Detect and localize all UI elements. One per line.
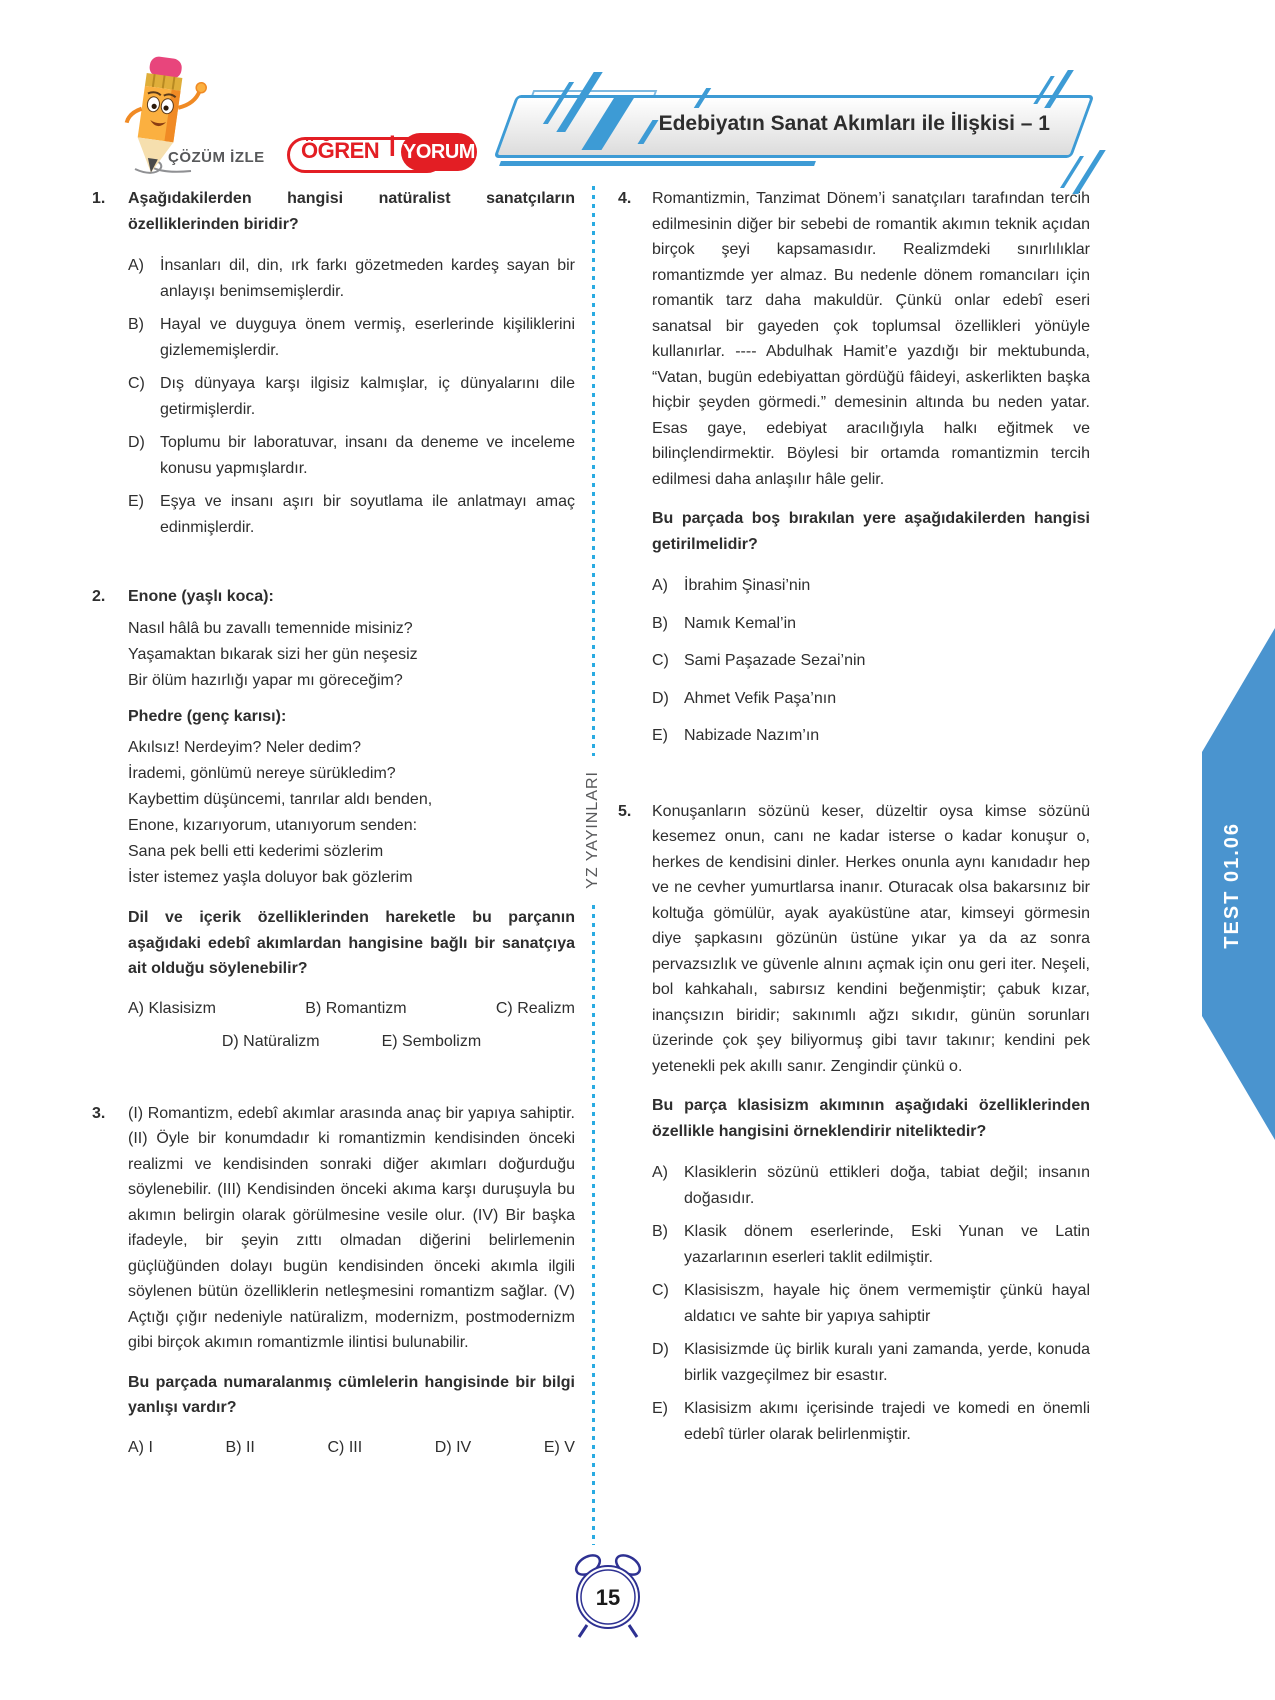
options-list xyxy=(652,1160,1090,1447)
option-d: D) Natüralizm xyxy=(221,1033,320,1050)
option-text: Ahmet Vefik Paşa’nın xyxy=(684,689,837,707)
left-column xyxy=(92,186,575,1460)
option-e: E) Sembolizm xyxy=(381,1033,482,1050)
option-text: Klasisizmde üç birlik kuralı yani zamanda, yerde, konuda birlik vazgeçilmez bir esastır. xyxy=(684,1341,1090,1384)
option-letter: C) xyxy=(652,652,669,669)
option-text: Dış dünyaya karşı ilgisiz kalmışlar, iç dünyalarını dile getirmişlerdir. xyxy=(160,375,575,418)
question-passage: Konuşanların sözünü keser, düzeltir oysa kimse sözünü kesemez onun, canı ne kadar isterse o kadar konuşur o, herkes de kendisini dinler. Herkes onunla aynı kanıdadır hep ve ne cevher yumurtlarsa inanır. Oturacak olsa bakarsınız bir koltuğa gömülür, ayak ayaküstüne atar, kimseyi görmesin diye şapkasını gözünün üstüne yıkar ya da az sonra pervazsızlık ve güvenle alnını açmak için onu geri iter. Neşeli, bol kahkahalı, sabırsız kendini beğenmiştir; çabuk kızar, inançsızın biridir; sakınımlı ağzı sıkıdır, günün sorunları üzerinde çok şey biliyormuş gibi tavır takınır; kendini pek yetenekli pek akıllı sanır. Zengindir çünkü o. xyxy=(652,802,1090,1075)
verse-block xyxy=(128,616,575,694)
question-stem: Dil ve içerik özelliklerinden hareketle bu parçanın aşağıdaki edebî akımlardan hangisine bağlı bir sanatçıya ait olduğu söylenebilir? xyxy=(128,909,575,977)
question-number: 5. xyxy=(618,802,632,820)
speaker-heading: Phedre (genç karısı): xyxy=(128,707,287,725)
option-letter: D) xyxy=(652,1341,669,1358)
question-stem: Aşağıdakilerden hangisi natüralist sanatçıların özelliklerinden biridir? xyxy=(128,190,575,233)
logo-text-ogren: ÖĞREN xyxy=(301,138,380,163)
option-letter: A) xyxy=(652,1164,668,1181)
question-1 xyxy=(92,186,575,540)
option-d xyxy=(128,430,575,481)
option-e xyxy=(652,1396,1090,1447)
options-row xyxy=(128,996,575,1022)
verse-line: Kaybettim düşüncemi, tanrılar aldı benden, xyxy=(128,791,433,808)
option-c xyxy=(128,371,575,422)
option-text: Klasiklerin sözünü ettikleri doğa, tabiat değil; insanın doğasıdır. xyxy=(684,1164,1090,1207)
option-text: İbrahim Şinasi’nin xyxy=(684,577,811,594)
verse-line: Yaşamaktan bıkarak sizi her gün neşesiz xyxy=(128,645,418,663)
option-a xyxy=(652,1160,1090,1211)
column-divider xyxy=(592,186,595,756)
option-text: Eşya ve insanı aşırı bir soyutlama ile anlatmayı amaç edinmişlerdir. xyxy=(160,493,575,536)
question-3 xyxy=(92,1101,575,1461)
option-letter: D) xyxy=(128,434,145,451)
question-4 xyxy=(618,186,1090,749)
alarm-clock-icon xyxy=(558,1545,658,1645)
option-a: A) I xyxy=(128,1438,153,1456)
option-text: Hayal ve duyguya önem vermiş, eserlerinde kişiliklerini gizlememişlerdir. xyxy=(160,316,575,359)
option-letter: C) xyxy=(128,375,145,392)
option-e xyxy=(128,489,575,540)
column-divider xyxy=(592,905,595,1545)
option-d: D) IV xyxy=(434,1438,472,1456)
verse-block xyxy=(128,735,575,891)
verse-line: Bir ölüm hazırlığı yapar mı göreceğim? xyxy=(128,671,403,689)
option-c: C) III xyxy=(327,1438,363,1456)
option-c xyxy=(652,1278,1090,1329)
test-badge-label: TEST 01.06 xyxy=(1220,821,1243,949)
question-number: 2. xyxy=(92,588,106,605)
option-text: Klasik dönem eserlerinde, Eski Yunan ve Latin yazarlarının eserleri taklit edilmiştir. xyxy=(684,1223,1090,1266)
logo-text-yorum: YORUM xyxy=(401,133,477,171)
option-letter: B) xyxy=(128,316,144,333)
options-row xyxy=(128,1435,575,1461)
question-number: 3. xyxy=(92,1104,106,1122)
option-text: Namık Kemal’in xyxy=(684,614,797,632)
option-letter: E) xyxy=(128,493,144,510)
option-b xyxy=(128,312,575,363)
option-letter: E) xyxy=(652,727,668,744)
option-letter: C) xyxy=(652,1282,669,1299)
option-text: Nabizade Nazım’ın xyxy=(684,727,820,744)
option-text: İnsanları dil, din, ırk farkı gözetmeden kardeş sayan bir anlayışı benimsemişlerdir. xyxy=(160,257,575,300)
option-a: A) Klasisizm xyxy=(128,999,217,1017)
option-d xyxy=(652,1337,1090,1388)
options-row xyxy=(128,1029,575,1055)
pencil-mascot xyxy=(95,55,275,187)
publisher-label: YZ YAYINLARI xyxy=(584,771,601,889)
option-b xyxy=(652,611,1090,637)
test-badge xyxy=(1204,752,1260,1018)
question-5 xyxy=(618,799,1090,1448)
page-number: 15 xyxy=(595,1585,621,1610)
verse-line: İrademi, gönlümü nereye sürükledim? xyxy=(128,765,396,782)
options-list xyxy=(128,253,575,540)
option-letter: A) xyxy=(128,257,144,274)
option-c xyxy=(652,648,1090,674)
option-b: B) II xyxy=(225,1438,255,1456)
option-letter: B) xyxy=(652,614,668,632)
option-text: Toplumu bir laboratuvar, insanı da deneme ve inceleme konusu yapmışlardır. xyxy=(160,434,575,477)
verse-line: Nasıl hâlâ bu zavallı temennide misiniz? xyxy=(128,619,413,637)
option-letter: A) xyxy=(652,577,668,594)
question-number: 4. xyxy=(618,190,632,207)
option-text: Sami Paşazade Sezai’nin xyxy=(684,652,866,669)
option-b: B) Romantizm xyxy=(305,999,407,1017)
question-passage: (I) Romantizm, edebî akımlar arasında anaç bir yapıya sahiptir. (II) Öyle bir konumdadır ki romantizmin kendisinden önceki realizmi ve kendisinden sonraki diğer akımları doğurduğu söylenebilir. (III) Kendisinden önceki akıma karşı duruşuyla bu akımın belirgin olarak görülmesine vesile olur. (IV) Bir başka ifadeyle, bir şeyin zıttı olmadan diğerini belirlemenin güçlüğünden dolayı bugün kendisinden önceki akımla ilgili söylenen bütün özelliklerin netleşmesini romantizm sağlar. (V) Açtığı çığır nedeniyle natüralizm, modernizm, postmodernizm gibi birçok akımın romantizmle ilintisi bulunabilir. xyxy=(128,1104,575,1351)
verse-line: Akılsız! Nerdeyim? Neler dedim? xyxy=(128,739,361,756)
ogreniyorum-logo xyxy=(287,133,477,173)
question-stem: Bu parçada numaralanmış cümlelerin hangisinde bir bilgi yanlışı vardır? xyxy=(128,1373,575,1416)
option-a xyxy=(652,573,1090,599)
speaker-heading: Enone (yaşlı koca): xyxy=(128,588,274,605)
option-letter: D) xyxy=(652,689,669,707)
question-passage: Romantizmin, Tanzimat Dönem’i sanatçıları tarafından tercih edilmesinin diğer bir sebebi de romantik akımın teknik açıdan birçok şeyi kapsamasıdır. Realizmdeki sınırlılıklar romantizmde yer almaz. Bu nedenle dönem romancıları için romantik tarz daha makuldür. Çünkü onlar edebî eseri sanatsal bir gayeden çok toplumsal özellikleri yönüyle kullanırlar. ---- Abdulhak Hamit’e yazdığı bir mektubunda, “Vatan, bugün edebiyattan gördüğü fâideyi, askerlikten başka hiçbir şeyden görmedi.” demesinin altında bu neden yatar. Esas gaye, edebiyat aracılığıyla halkı eğitmek ve bilinçlendirmektir. Böylesi bir ortamda romantizmin tercih edilmesi daha anlaşılır hâle gelir. xyxy=(652,190,1090,488)
mascot-caption: ÇÖZÜM İZLE xyxy=(168,149,265,166)
option-letter: E) xyxy=(652,1400,668,1417)
option-b xyxy=(652,1219,1090,1270)
verse-line: İster istemez yaşla doluyor bak gözlerim xyxy=(128,869,413,886)
verse-line: Enone, kızarıyorum, utanıyorum senden: xyxy=(128,817,418,834)
option-letter: B) xyxy=(652,1223,668,1240)
verse-line: Sana pek belli etti kederimi sözlerim xyxy=(128,843,384,860)
page-title: Edebiyatın Sanat Akımları ile İlişkisi – 1 xyxy=(658,112,1050,135)
option-d xyxy=(652,686,1090,712)
option-a xyxy=(128,253,575,304)
logo-text-i: İ xyxy=(389,135,396,162)
option-text: Klasisiszm, hayale hiç önem vermemiştir çünkü hayal aldatıcı ve sahte bir yapıya sahiptir xyxy=(684,1282,1090,1325)
banner-underline xyxy=(499,161,816,166)
question-stem: Bu parçada boş bırakılan yere aşağıdakilerden hangisi getirilmelidir? xyxy=(652,510,1090,553)
question-number: 1. xyxy=(92,190,106,207)
option-e: E) V xyxy=(543,1438,575,1456)
option-text: Klasisizm akımı içerisinde trajedi ve komedi en önemli edebî türler olarak belirlenmiştir. xyxy=(684,1400,1090,1443)
question-stem: Bu parça klasisizm akımının aşağıdaki özelliklerinden özellikle hangisini örneklendirir niteliktedir? xyxy=(652,1097,1090,1140)
option-c: C) Realizm xyxy=(495,999,575,1017)
options-list xyxy=(652,573,1090,749)
question-2 xyxy=(92,584,575,1055)
right-column xyxy=(618,186,1090,1455)
option-e xyxy=(652,723,1090,749)
